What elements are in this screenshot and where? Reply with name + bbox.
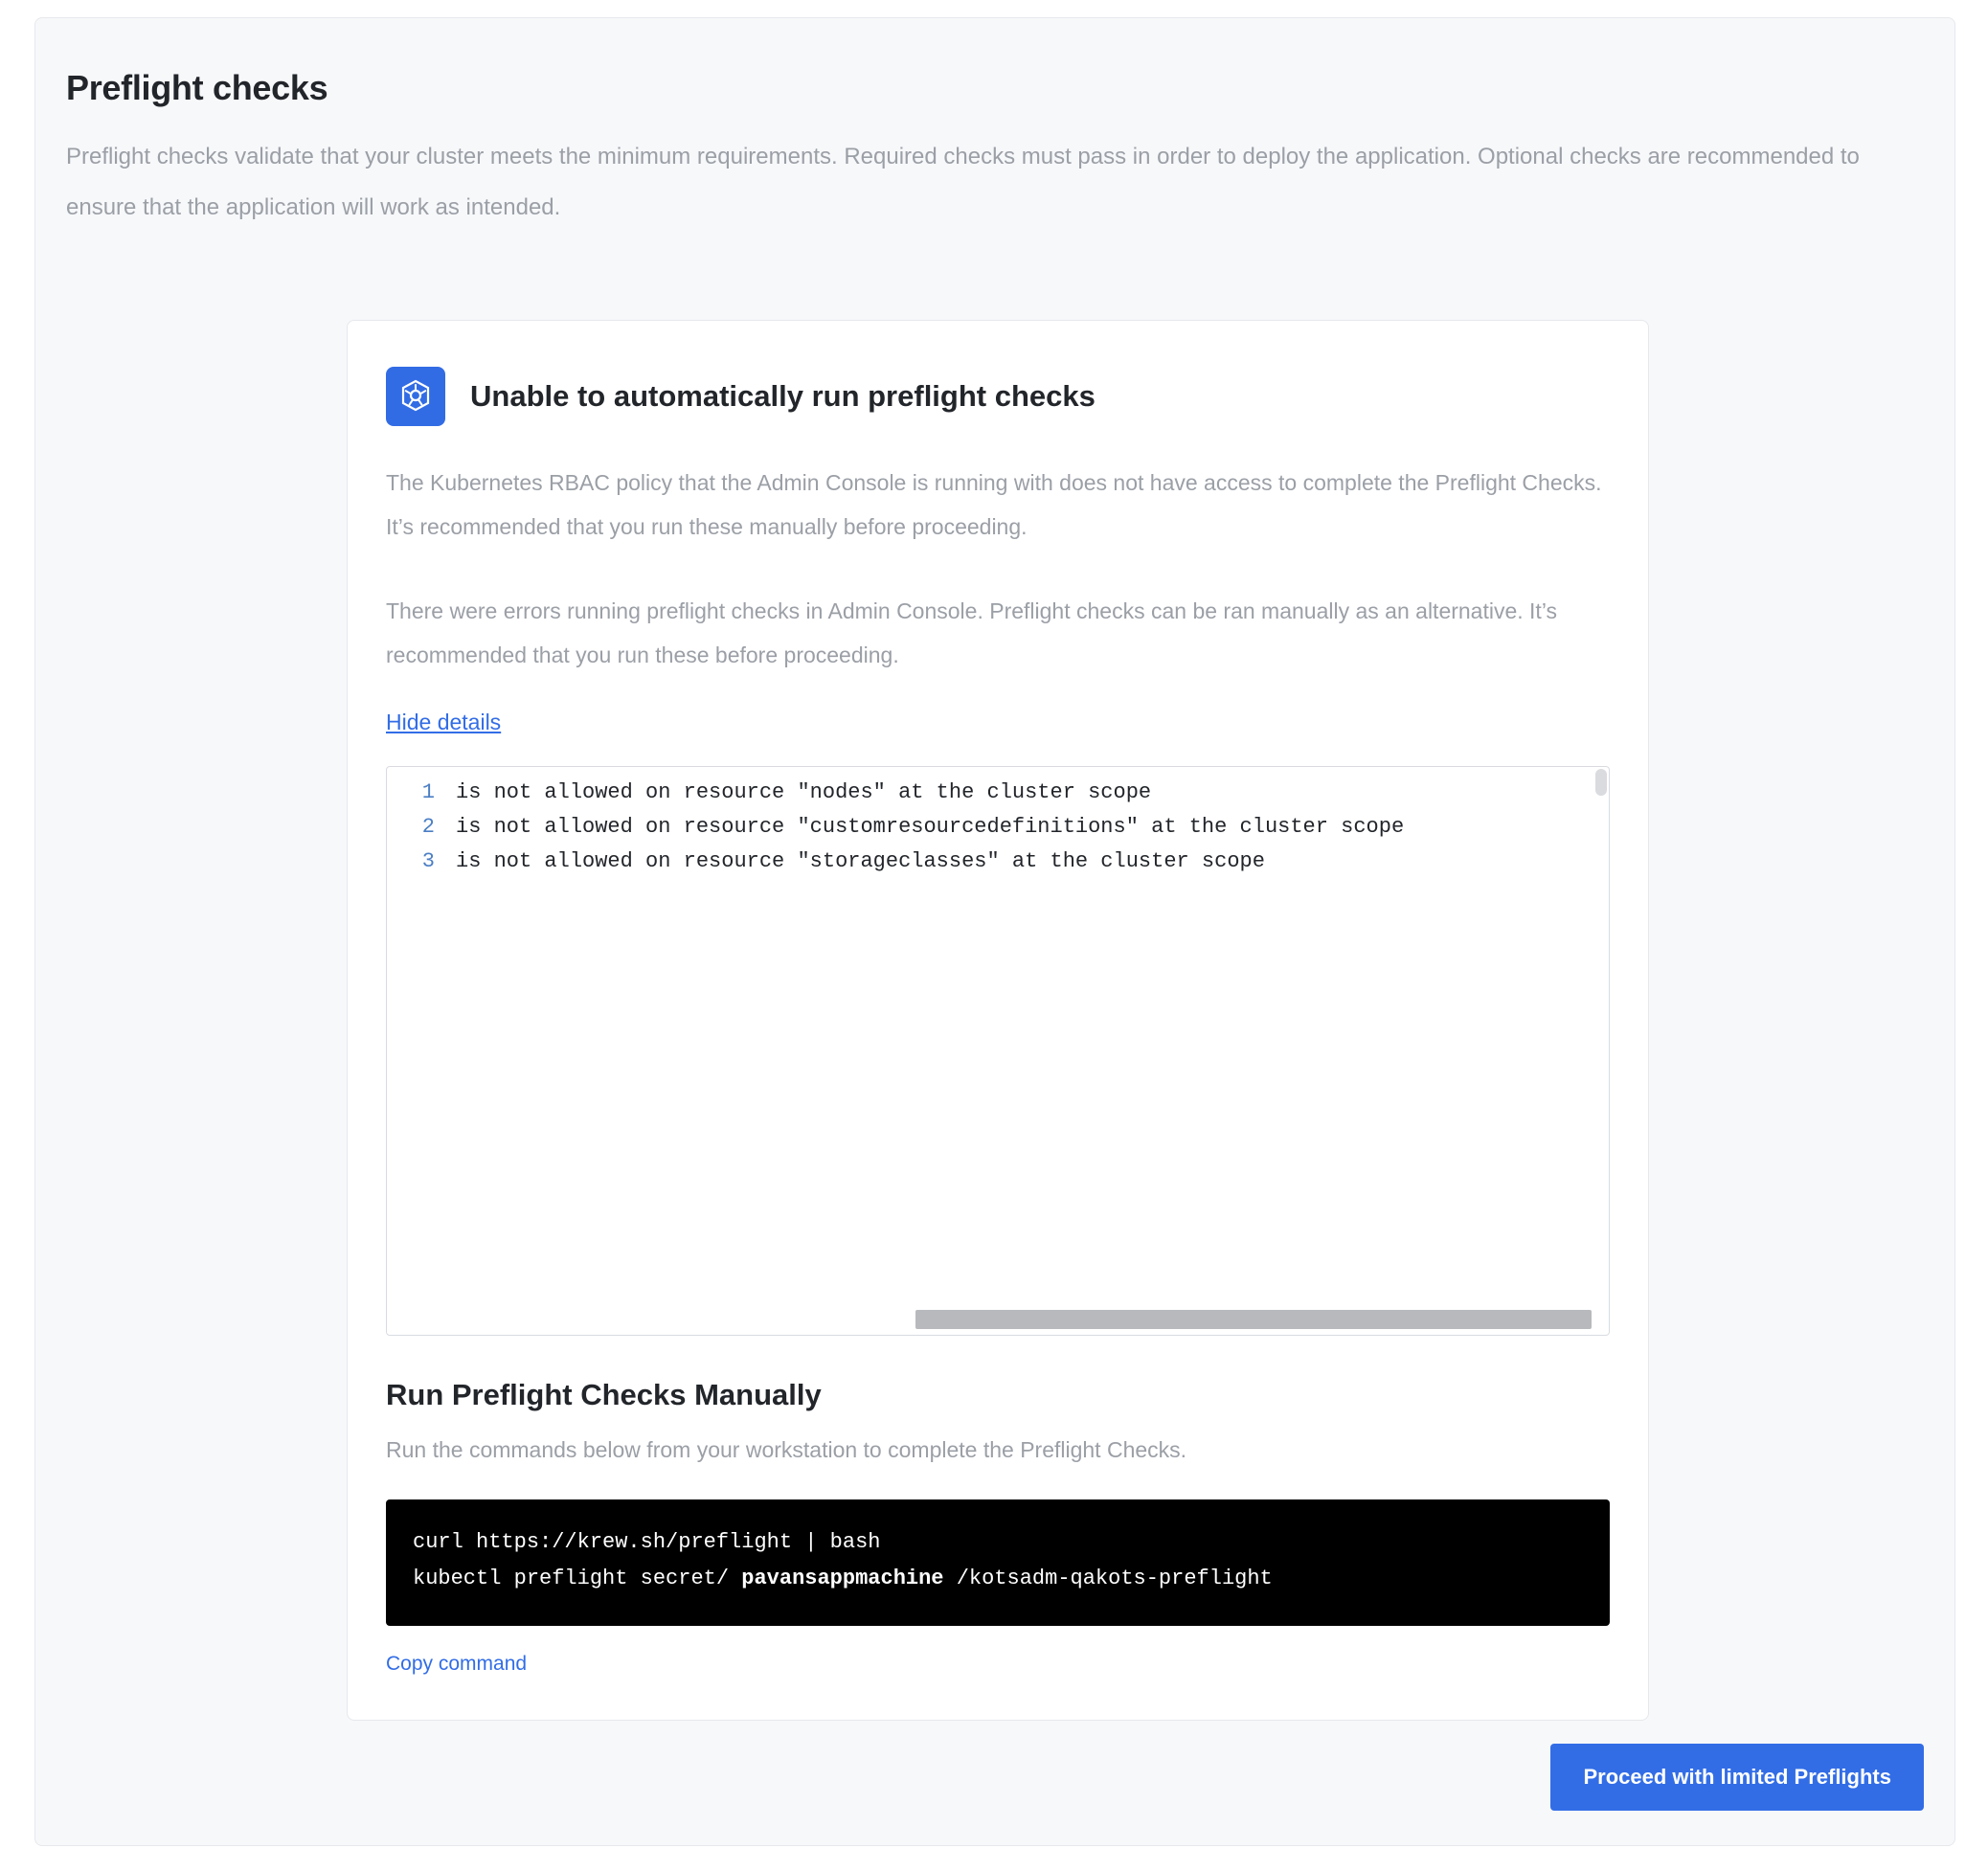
line-number: 3 xyxy=(421,849,435,873)
line-number: 2 xyxy=(421,815,435,839)
line-number: 1 xyxy=(421,780,435,804)
card-header xyxy=(348,321,1648,426)
manual-section-description: Run the commands below from your workstation to complete the Preflight Checks. xyxy=(386,1437,1187,1462)
command-suffix: /kotsadm-qakots-preflight xyxy=(943,1567,1273,1590)
card-title: Unable to automatically run preflight checks xyxy=(470,379,1096,413)
command-block[interactable] xyxy=(386,1499,1610,1626)
code-line xyxy=(387,849,1609,884)
error-log-viewer[interactable] xyxy=(386,766,1610,1336)
code-line xyxy=(387,780,1609,815)
horizontal-scrollbar-thumb[interactable] xyxy=(915,1310,1592,1329)
horizontal-scrollbar-track[interactable] xyxy=(387,1314,1609,1333)
hide-details-link[interactable]: Hide details xyxy=(386,710,502,734)
card-paragraph-2: There were errors running preflight checks in Admin Console. Preflight checks can be ran manually as an alternative. It’s recommended that you run these before proceeding. xyxy=(386,598,1558,667)
line-text: is not allowed on resource "nodes" at the cluster scope xyxy=(456,780,1152,804)
page-description: Preflight checks validate that your cluster meets the minimum requirements. Required checks must pass in order to deploy the application. Optional checks are recommended to ensure that the application will work as intended. xyxy=(66,144,1860,220)
command-line-2 xyxy=(413,1561,1583,1597)
copy-command-link[interactable]: Copy command xyxy=(386,1653,528,1675)
preflight-checks-page xyxy=(34,17,1955,1846)
command-line-1: curl https://krew.sh/preflight | bash xyxy=(413,1530,881,1554)
manual-section-title: Run Preflight Checks Manually xyxy=(386,1378,822,1411)
card-body xyxy=(348,461,1648,1720)
code-line xyxy=(387,815,1609,849)
vertical-scrollbar[interactable] xyxy=(1595,769,1607,796)
kubernetes-icon xyxy=(386,367,445,426)
card-paragraph-1: The Kubernetes RBAC policy that the Admin Console is running with does not have access to complete the Preflight Checks. It’s recommended that you run these manually before proceeding. xyxy=(386,470,1602,539)
proceed-with-limited-preflights-button[interactable]: Proceed with limited Preflights xyxy=(1550,1744,1924,1811)
preflight-error-card xyxy=(347,320,1649,1721)
page-title: Preflight checks xyxy=(66,68,328,107)
line-text: is not allowed on resource "customresourcedefinitions" at the cluster scope xyxy=(456,815,1405,839)
command-prefix: kubectl preflight secret/ xyxy=(413,1567,742,1590)
command-highlight: pavansappmachine xyxy=(741,1567,944,1590)
line-text: is not allowed on resource "storageclasses" at the cluster scope xyxy=(456,849,1265,873)
